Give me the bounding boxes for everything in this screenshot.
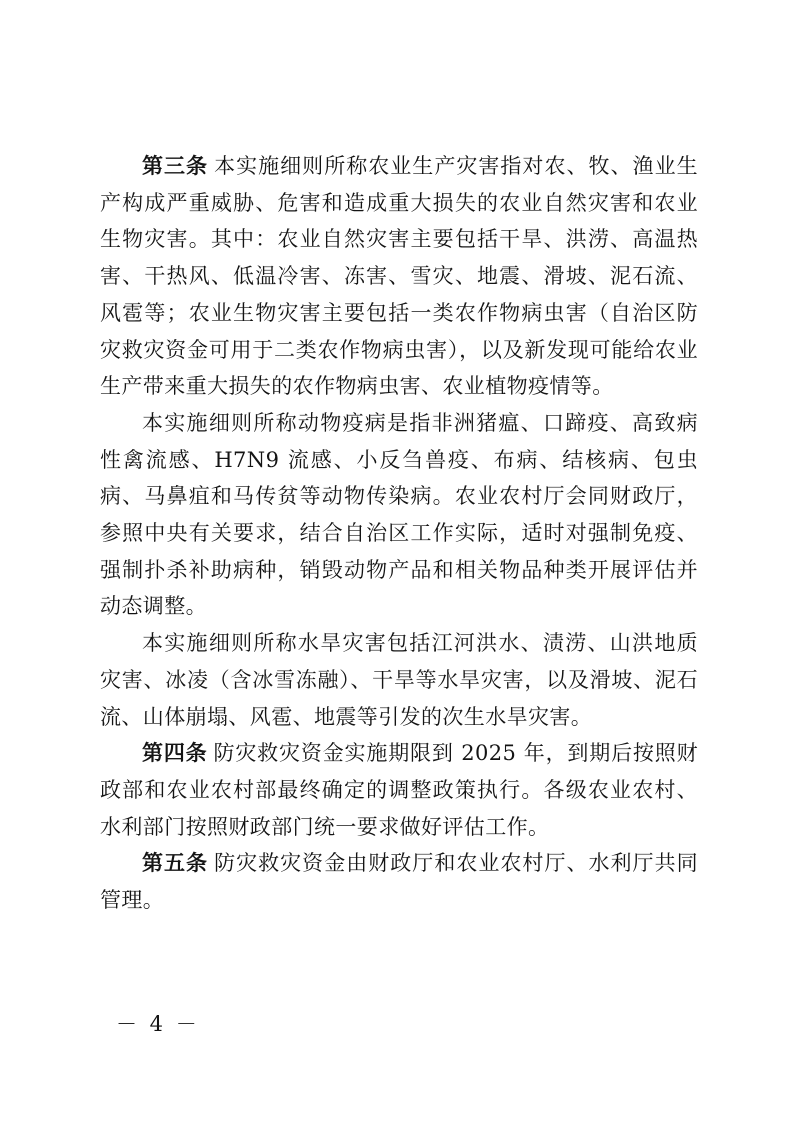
- page-number: － 4 －: [116, 1012, 200, 1036]
- paragraph-article-5: [100, 845, 698, 918]
- paragraph-article-4: [100, 735, 698, 845]
- article-label: 第三条: [142, 153, 209, 178]
- article-label: 第四条: [142, 740, 208, 766]
- paragraph-article-3: [100, 148, 698, 405]
- paragraph-text: 本实施细则所称水旱灾害包括江河洪水、渍涝、山洪地质灾害、冰凌（含冰雪冻融）、干旱等水旱灾害，以及滑坡、泥石流、山体崩塌、风雹、地震等引发的次生水旱灾害。: [100, 631, 698, 729]
- paragraph-animal-disease: [100, 405, 698, 625]
- paragraph-flood-drought: [100, 625, 698, 735]
- paragraph-text: 本实施细则所称动物疫病是指非洲猪瘟、口蹄疫、高致病性禽流感、H7N9 流感、小反刍兽疫、布病、结核病、包虫病、马鼻疽和马传贫等动物传染病。农业农村厅会同财政厅，参照中央有关要求，结合自治区工作实际，适时对强制免疫、强制扑杀补助病种，销毁动物产品和相关物品种类开展评估并动态调整。: [100, 410, 698, 619]
- article-label: 第五条: [142, 850, 209, 876]
- document-body: [100, 148, 698, 919]
- paragraph-text: 防灾救灾资金实施期限到 2025 年，到期后按照财政部和农业农村部最终确定的调整政策执行。各级农业农村、水利部门按照财政部门统一要求做好评估工作。: [100, 741, 699, 839]
- paragraph-text: 防灾救灾资金由财政厅和农业农村厅、水利厅共同管理。: [100, 851, 698, 913]
- paragraph-text: 本实施细则所称农业生产灾害指对农、牧、渔业生产构成严重威胁、危害和造成重大损失的农业自然灾害和农业生物灾害。其中：农业自然灾害主要包括干旱、洪涝、高温热害、干热风、低温冷害、冻害、雪灾、地震、滑坡、泥石流、风雹等；农业生物灾害主要包括一类农作物病虫害（自治区防灾救灾资金可用于二类农作物病虫害），以及新发现可能给农业生产带来重大损失的农作物病虫害、农业植物疫情等。: [100, 154, 698, 399]
